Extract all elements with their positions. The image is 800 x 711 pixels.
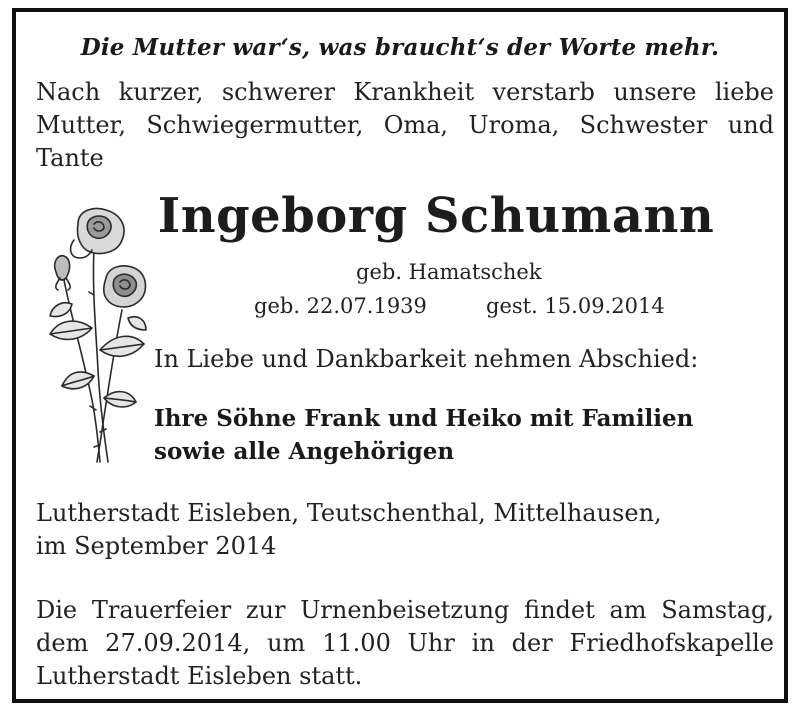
maiden-name: geb. Hamatschek <box>356 260 542 284</box>
intro-text: Nach kurzer, schwerer Krankheit verstarb unsere liebe Mutter, Schwiegermutter, Oma, Uroma, Schwester und Tante <box>36 78 774 172</box>
place-line: Lutherstadt Eisleben, Teutschenthal, Mittelhausen, <box>36 499 662 527</box>
date-line: im September 2014 <box>36 532 277 560</box>
motto-heading: Die Mutter war‘s, was braucht‘s der Worte mehr. <box>80 34 720 61</box>
service-info: Die Trauerfeier zur Urnenbeisetzung findet am Samstag, dem 27.09.2014, um 11.00 Uhr in der Friedhofskapelle Lutherstadt Eisleben statt. <box>36 596 774 690</box>
mourners-line: Ihre Söhne Frank und Heiko mit Familien <box>154 405 694 432</box>
rose-icon <box>34 200 152 472</box>
obituary-card <box>12 8 788 703</box>
mourners-block <box>154 402 693 468</box>
mourners-line: sowie alle Angehörigen <box>154 438 455 465</box>
birth-date: geb. 22.07.1939 <box>254 294 427 318</box>
place-date-block <box>36 497 736 563</box>
farewell-line: In Liebe und Dankbarkeit nehmen Abschied: <box>154 345 699 373</box>
deceased-name: Ingeborg Schumann <box>157 188 715 244</box>
death-date: gest. 15.09.2014 <box>486 294 665 318</box>
